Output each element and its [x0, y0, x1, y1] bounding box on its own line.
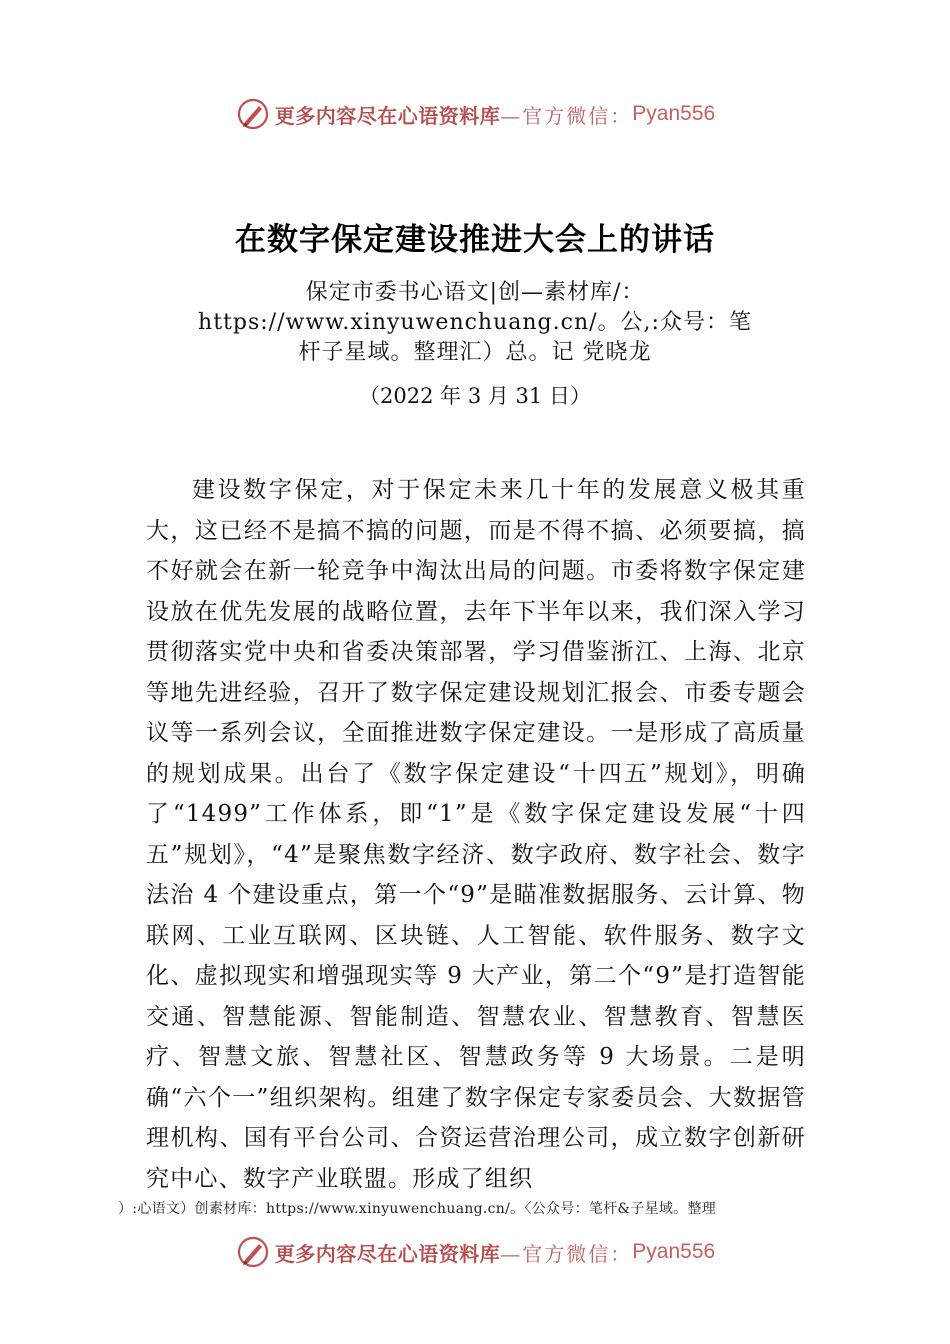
top-banner — [0, 94, 950, 134]
pen-logo-icon — [235, 1234, 271, 1270]
banner-wechat-text: —官方微信： — [500, 1241, 633, 1266]
footer-watermark-note: ）:心语文）创素材库：https://www.xinyuwenchuang.cn/。〈公众号：笔杆&子星域。整理 — [118, 1201, 717, 1217]
bottom-banner — [0, 1232, 950, 1272]
banner-main-text: 更多内容尽在心语资料库 — [274, 1241, 501, 1266]
pen-logo-icon — [235, 96, 271, 132]
body-paragraph: 建设数字保定，对于保定未来几十年的发展意义极其重大，这已经不是搞不搞的问题，而是不得不搞、必须要搞，搞不好就会在新一轮竞争中淘汰出局的问题。市委将数字保定建设放在优先发展的战略位置，去年下半年以来，我们深入学习贯彻落实党中央和省委决策部署，学习借鉴浙江、上海、北京等地先进经验，召开了数字保定建设规划汇报会、市委专题会议等一系列会议，全面推进数字保定建设。一是形成了高质量的规划成果。出台了《数字保定建设“十四五”规划》，明确了“1499”工作体系，即“1”是《数字保定建设发展“十四五”规划》，“4”是聚焦数字经济、数字政府、数字社会、数字法治 4 个建设重点，第一个“9”是瞄准数据服务、云计算、物联网、工业互联网、区块链、人工智能、软件服务、数字文化、虚拟现实和增强现实等 9 大产业，第二个“9”是打造智能交通、智慧能源、智能制造、智慧农业、智慧教育、智慧医疗、智慧文旅、智慧社区、智慧政务等 9 大场景。二是明确“六个一”组织架构。组建了数字保定专家委员会、大数据管理机构、国有平台公司、合资运营治理公司，成立数字创新研究中心、数字产业联盟。形成了组织 — [146, 477, 806, 1192]
author-line: 保定市委书心语文|创—素材库/：https://www.xinyuwenchuang.cn/。公,:众号：笔杆子星域。整理汇）总。记 党晓龙 — [198, 280, 752, 365]
speech-date: （2022 年 3 月 31 日） — [359, 384, 591, 408]
banner-main-text: 更多内容尽在心语资料库 — [274, 103, 501, 128]
banner-wechat-id: Pyan556 — [632, 102, 716, 125]
document-title: 在数字保定建设推进大会上的讲话 — [235, 222, 715, 258]
document-body — [146, 470, 806, 1199]
banner-wechat-text: —官方微信： — [500, 103, 633, 128]
banner-wechat-id: Pyan556 — [632, 1240, 716, 1263]
